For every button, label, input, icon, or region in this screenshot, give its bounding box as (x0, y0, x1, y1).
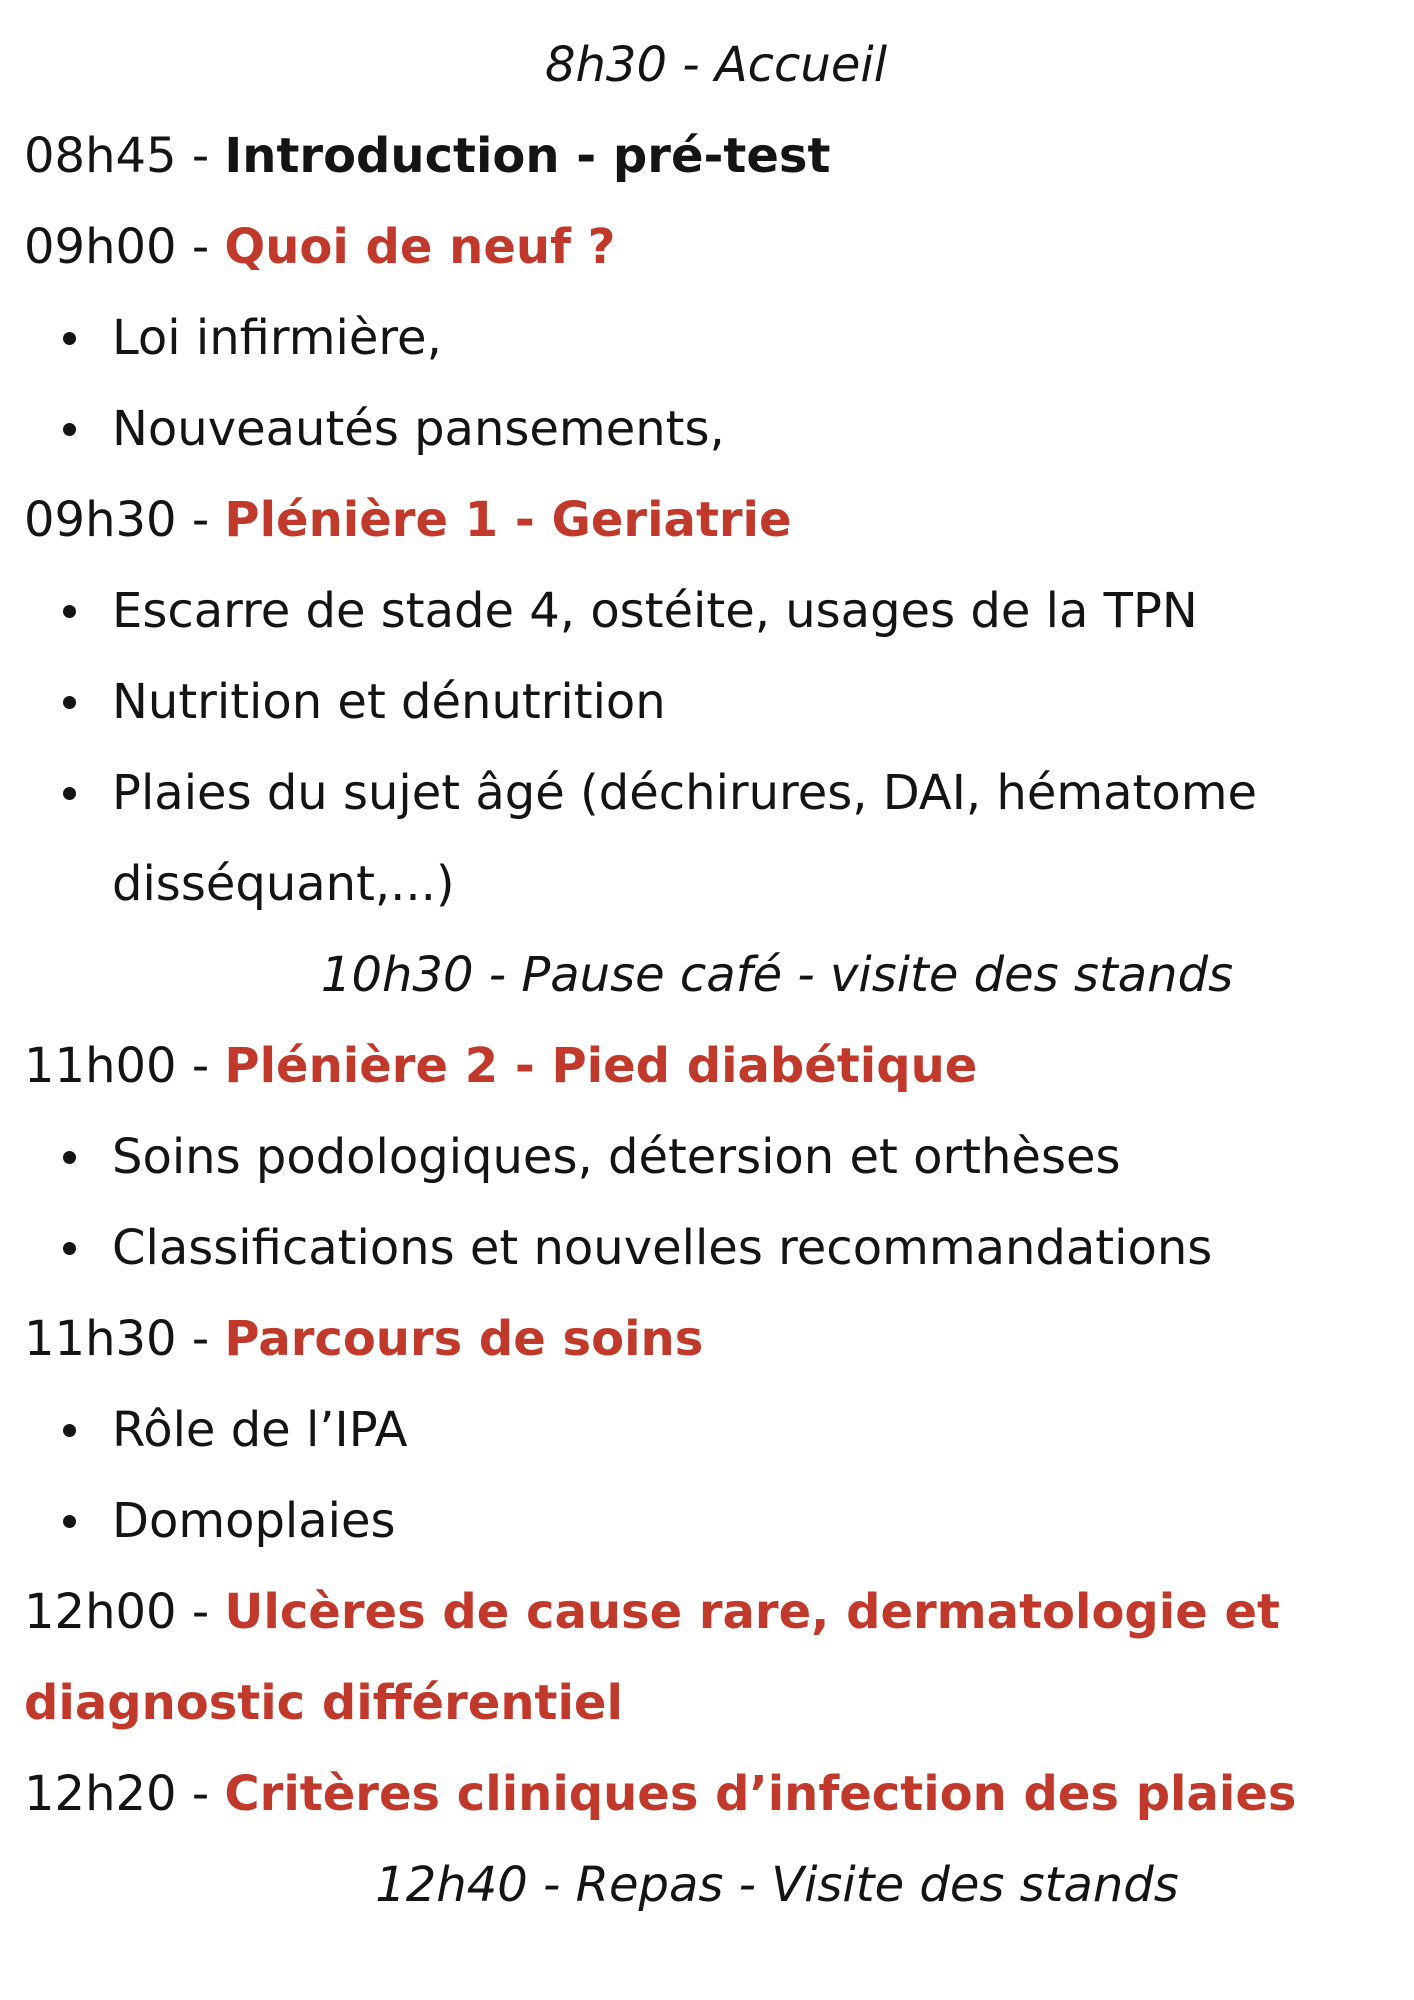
session-time: 08h45 - (24, 128, 225, 184)
bullet-icon (63, 1515, 76, 1528)
list-item (0, 1112, 1414, 1203)
session-title: Ulcères de cause rare, dermatologie et (224, 1584, 1280, 1640)
list-item-text: Nouveautés pansements, (112, 401, 725, 457)
session-intro (0, 111, 1414, 202)
session-title: Critères cliniques d’infection des plaies (224, 1766, 1297, 1822)
list-item-text: Nutrition et dénutrition (112, 674, 666, 730)
accueil-line: 8h30 - Accueil (544, 37, 888, 93)
bullet-icon (63, 423, 76, 436)
list-item (0, 566, 1414, 657)
session-ulceres-continuation (0, 1658, 1414, 1749)
bullet-icon (63, 605, 76, 618)
session-time: 09h00 - (24, 219, 225, 275)
list-item-text: Rôle de l’IPA (112, 1402, 408, 1458)
session-title: Plénière 2 - Pied diabétique (224, 1038, 978, 1094)
pause-cafe-line: 10h30 - Pause café - visite des stands (320, 947, 1234, 1003)
session-time: 12h20 - (24, 1766, 225, 1822)
list-item (0, 384, 1414, 475)
bullet-icon (63, 332, 76, 345)
list-item (0, 748, 1414, 839)
list-item-text: Soins podologiques, détersion et orthèses (112, 1129, 1121, 1185)
list-item-continuation: disséquant,...) (112, 856, 455, 912)
session-title: Plénière 1 - Geriatrie (224, 492, 792, 548)
session-quoi-de-neuf (0, 202, 1414, 293)
list-item (0, 1476, 1414, 1567)
list-item (0, 293, 1414, 384)
list-item-text: Domoplaies (112, 1493, 396, 1549)
list-item-text: Escarre de stade 4, ostéite, usages de la TPN (112, 583, 1198, 639)
list-item (0, 1203, 1414, 1294)
list-item (0, 1385, 1414, 1476)
session-pleniere-1 (0, 475, 1414, 566)
session-title: Introduction - pré-test (224, 128, 831, 184)
session-time: 12h00 - (24, 1584, 225, 1640)
bullet-icon (63, 696, 76, 709)
session-time: 11h30 - (24, 1311, 225, 1367)
session-title: Parcours de soins (224, 1311, 704, 1367)
bullet-icon (63, 1151, 76, 1164)
session-pleniere-2 (0, 1021, 1414, 1112)
session-title: Quoi de neuf ? (224, 219, 616, 275)
program-schedule (0, 20, 1414, 1931)
bullet-icon (63, 787, 76, 800)
session-time: 09h30 - (24, 492, 225, 548)
bullet-icon (63, 1424, 76, 1437)
list-item-text: Plaies du sujet âgé (déchirures, DAI, hématome (112, 765, 1258, 821)
repas-line: 12h40 - Repas - Visite des stands (375, 1857, 1179, 1913)
bullet-icon (63, 1242, 76, 1255)
session-criteres (0, 1749, 1414, 1840)
session-parcours (0, 1294, 1414, 1385)
session-title-continuation: diagnostic différentiel (24, 1675, 623, 1731)
list-item (0, 657, 1414, 748)
session-ulceres (0, 1567, 1414, 1658)
list-item-text: Loi infirmière, (112, 310, 442, 366)
list-item-text: Classifications et nouvelles recommandations (112, 1220, 1213, 1276)
session-time: 11h00 - (24, 1038, 225, 1094)
